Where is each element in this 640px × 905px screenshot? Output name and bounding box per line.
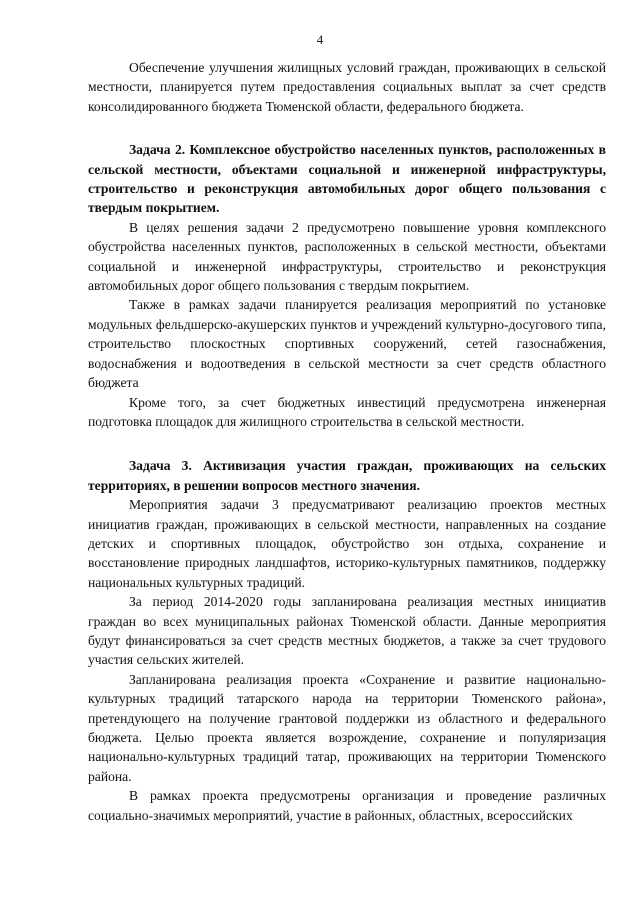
page-number: 4 (316, 32, 324, 47)
paragraph-task-3-measures: Мероприятия задачи 3 предусматривают реализацию проектов местных инициатив граждан, проживающих в сельской местности, направленных на создание детских и спортивных площадок, обустройство зон отдыха, сохранение и восстановление природных ландшафтов, историко-культурных памятников, поддержку национальных культурных традиций. (88, 497, 606, 590)
paragraph-task-2-goal: В целях решения задачи 2 предусмотрено повышение уровня комплексного обустройства населенных пунктов, расположенных в сельской местности, объектами социальной и инженерной инфраструктуры, строительство и реконструкция автомобильных дорог общего пользования с твердым покрытием. (88, 219, 606, 294)
task-3-heading: Задача 3. Активизация участия граждан, проживающих на сельских территориях, в решении вопросов местного значения. (88, 458, 606, 493)
paragraph-task-2-measures: Также в рамках задачи планируется реализация мероприятий по установке модульных фельдшерско-акушерских пунктов и учреждений культурно-досугового типа, строительство плоскостных спортивных сооружений, сетей газоснабжения, водоснабжения и водоотведения в сельской местности за счет средств областного бюджета (88, 297, 606, 391)
paragraph-task-2-investments: Кроме того, за счет бюджетных инвестиций предусмотрена инженерная подготовка площадок для жилищного строительства в сельской местности. (88, 394, 606, 429)
paragraph-task-3-events: В рамках проекта предусмотрены организация и проведение различных социально-значимых мероприятий, участие в районных, областных, всероссийских (88, 788, 606, 823)
spacer (88, 431, 606, 456)
spacer (88, 116, 606, 140)
document-body (88, 58, 606, 825)
task-2-heading: Задача 2. Комплексное обустройство населенных пунктов, расположенных в сельской местности, объектами социальной и инженерной инфраструктуры, строительство и реконструкция автомобильных дорог общего пользования с твердым покрытием. (88, 142, 606, 216)
paragraph-housing: Обеспечение улучшения жилищных условий граждан, проживающих в сельской местности, планируется путем предоставления социальных выплат за счет средств консолидированного бюджета Тюменской области, федерального бюджета. (88, 60, 606, 114)
paragraph-task-3-project: Запланирована реализация проекта «Сохранение и развитие национально-культурных традиций татарского народа на территории Тюменского района», претендующего на получение грантовой поддержки из областного и федерального бюджета. Целью проекта является возрождение, сохранение и популяризация национально-культурных традиций татар, проживающих на территории Тюменского района. (88, 671, 606, 784)
paragraph-task-3-period: За период 2014-2020 годы запланирована реализация местных инициатив граждан во всех муниципальных районах Тюменской области. Данные мероприятия будут финансироваться за счет средств местных бюджетов, а также за счет трудового участия сельских жителей. (88, 594, 606, 668)
